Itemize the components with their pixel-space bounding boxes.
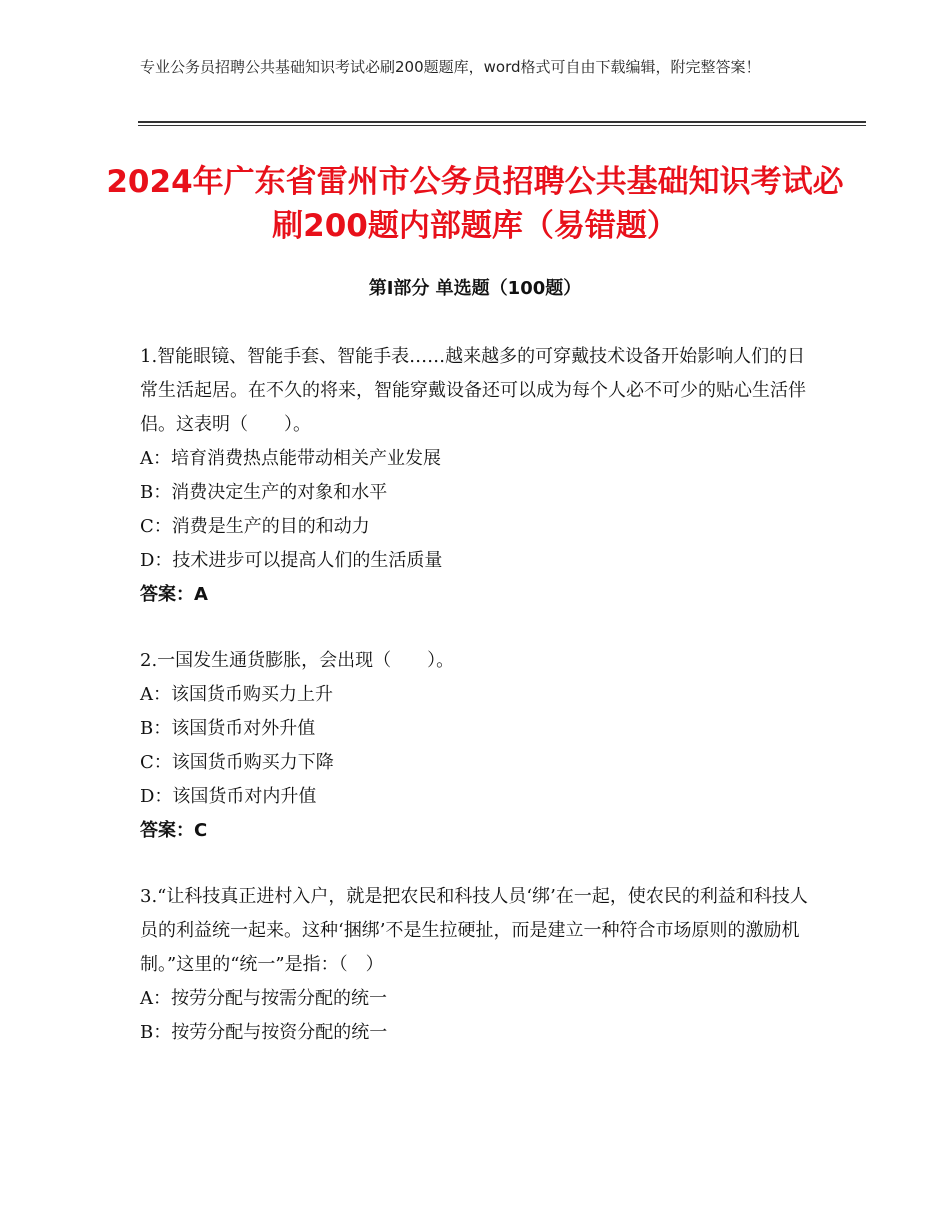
option-b: B：按劳分配与按资分配的统一	[140, 1022, 388, 1043]
header-divider-thin	[138, 125, 866, 126]
question-stem: 1.智能眼镜、智能手套、智能手表……越来越多的可穿戴技术设备开始影响人们的日常生活起居。在不久的将来，智能穿戴设备还可以成为每个人必不可少的贴心生活伴侣。这表明（ ）。	[140, 346, 806, 435]
option-a: A：该国货币购买力上升	[140, 684, 333, 705]
option-d: D：该国货币对内升值	[140, 786, 317, 807]
question-1	[140, 340, 820, 612]
option-c: C：消费是生产的目的和动力	[140, 516, 370, 537]
option-a: A：按劳分配与按需分配的统一	[140, 988, 387, 1009]
question-stem: 3.“让科技真正进村入户，就是把农民和科技人员‘绑’在一起，使农民的利益和科技人员的利益统一起来。这种‘捆绑’不是生拉硬扯，而是建立一种符合市场原则的激励机制。”这里的“统一”是指：（ ）	[140, 886, 808, 975]
section-title: 第Ⅰ部分 单选题（100题）	[368, 278, 582, 299]
question-list	[140, 340, 820, 1082]
option-b: B：消费决定生产的对象和水平	[140, 482, 388, 503]
question-2	[140, 644, 820, 848]
answer: 答案：C	[140, 820, 208, 841]
option-a: A：培育消费热点能带动相关产业发展	[140, 448, 441, 469]
question-stem: 2.一国发生通货膨胀，会出现（ ）。	[140, 650, 455, 671]
header-divider-thick	[138, 121, 866, 123]
header-note: 专业公务员招聘公共基础知识考试必刷200题题库，word格式可自由下载编辑，附完整答案！	[140, 58, 761, 76]
option-d: D：技术进步可以提高人们的生活质量	[140, 550, 443, 571]
document-title: 2024年广东省雷州市公务员招聘公共基础知识考试必刷200题内部题库（易错题）	[106, 164, 844, 244]
question-3	[140, 880, 820, 1050]
option-b: B：该国货币对外升值	[140, 718, 316, 739]
option-c: C：该国货币购买力下降	[140, 752, 334, 773]
answer: 答案：A	[140, 584, 208, 605]
